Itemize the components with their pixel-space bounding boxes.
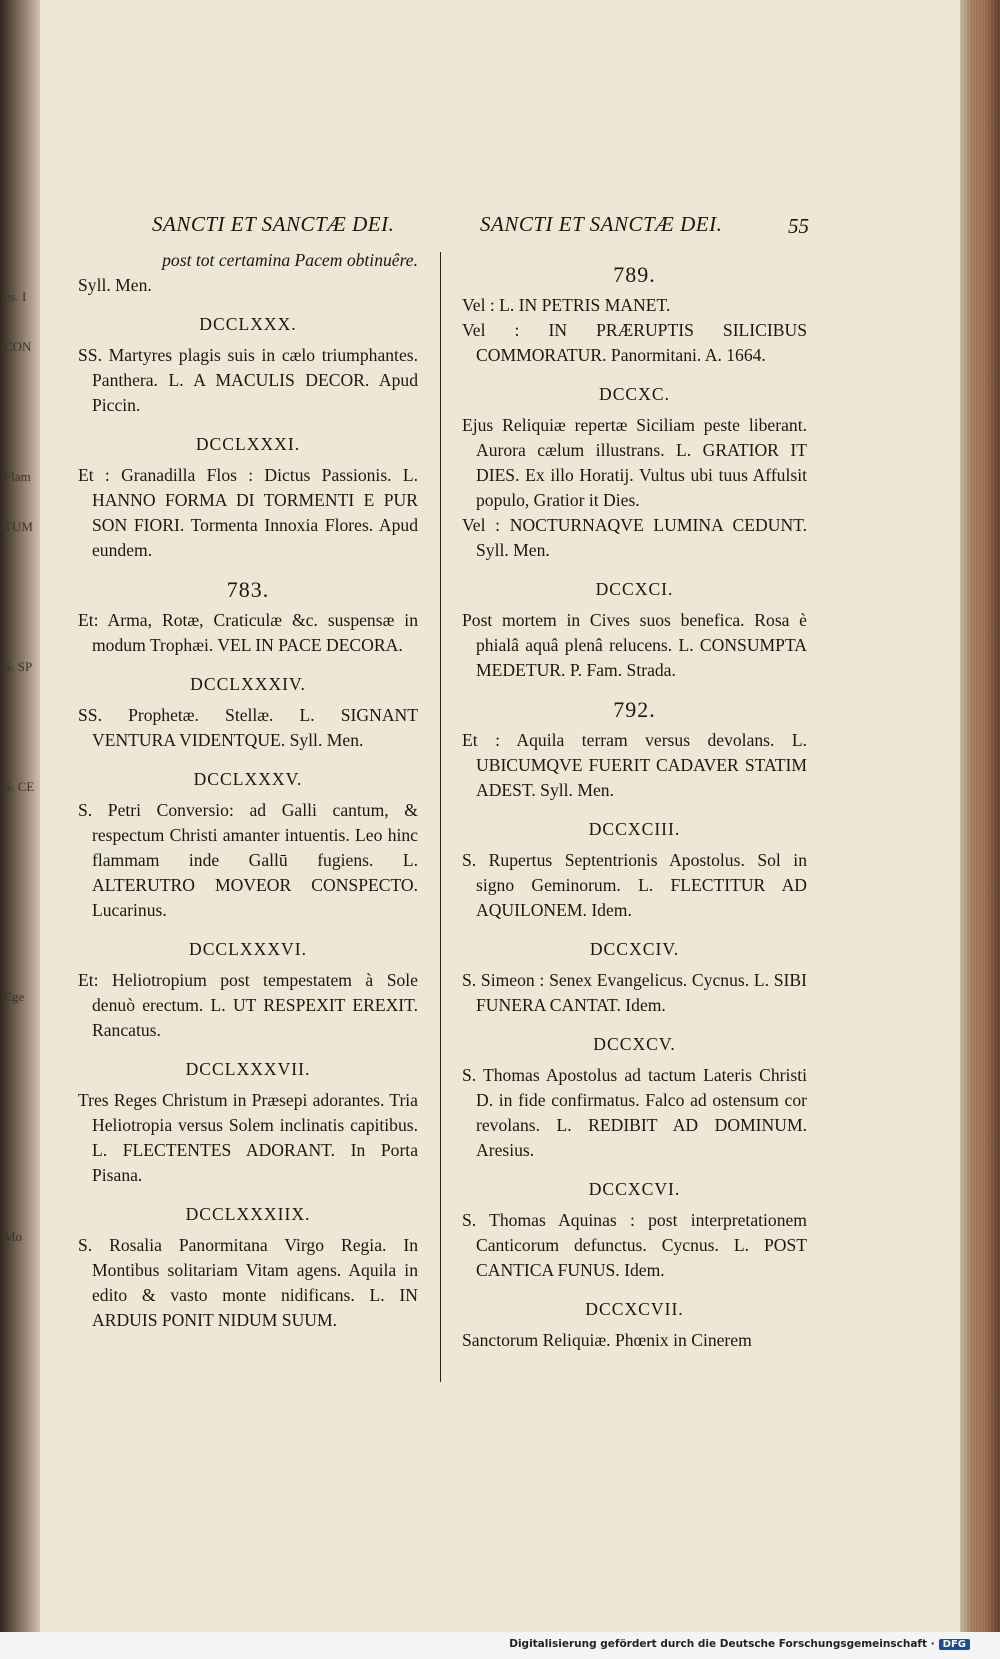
entry-text: SS. Martyres plagis suis in cælo triumphantes. Panthera. L. A MACULIS DECOR. Apud Piccin. <box>78 345 418 415</box>
entry-text: Vel : NOCTURNAQVE LUMINA CEDUNT. Syll. Men. <box>462 515 807 560</box>
right-entries <box>462 262 807 1353</box>
entry-number: DCCXCI. <box>595 579 674 599</box>
entry-number: DCCXCVII. <box>585 1299 684 1319</box>
running-head-left: SANCTI ET SANCTÆ DEI. <box>152 212 395 236</box>
opening-line: post tot certamina Pacem obtinuêre. <box>162 250 418 270</box>
footer-text: Digitalisierung gefördert durch die Deutsche Forschungsgemeinschaft · <box>509 1638 935 1650</box>
entry-number: DCCLXXXIIX. <box>185 1204 311 1224</box>
entry-text: SS. Prophetæ. Stellæ. L. SIGNANT VENTURA VIDENTQUE. Syll. Men. <box>78 705 418 750</box>
entry-number: 792. <box>613 697 656 722</box>
footer-bar <box>0 1632 1000 1659</box>
dfg-logo-icon: DFG <box>939 1639 970 1650</box>
entry-number: 789. <box>613 262 656 287</box>
entry-text: Vel : L. IN PETRIS MANET. <box>462 295 671 315</box>
opening-source: Syll. Men. <box>78 275 152 295</box>
entry-number: DCCXCV. <box>593 1034 676 1054</box>
left-column <box>78 248 418 1333</box>
entry-number: DCCXCIV. <box>589 939 680 959</box>
entry-text: Tres Reges Christum in Præsepi adorantes. Tria Heliotropia versus Solem inclinatis capitibus. L. FLECTENTES ADORANT. In Porta Pisana. <box>78 1090 418 1185</box>
entry-number: DCCXC. <box>598 384 670 404</box>
entry-number: 783. <box>226 577 270 602</box>
entry-text: S. Petri Conversio: ad Galli cantum, & respectum Christi amanter intuentis. Leo hinc flammam inde Gallū fugiens. L. ALTERUTRO MOVEOR CONSPECTO. Lucarinus. <box>78 800 418 920</box>
entry-text: Et: Heliotropium post tempestatem à Sole denuò erectum. L. UT RESPEXIT EREXIT. Rancatus. <box>78 970 418 1040</box>
page-number: 55 <box>788 214 809 238</box>
previous-page-edge: ns. I CON Flam TUM S. SP S. CE Ege Mo <box>0 0 40 1659</box>
entry-number: DCCLXXXVI. <box>188 939 307 959</box>
book-fore-edge <box>960 0 1000 1632</box>
entry-text: Vel : IN PRÆRUPTIS SILICIBUS COMMORATUR. Panormitani. A. 1664. <box>462 320 807 365</box>
right-column <box>462 248 807 1353</box>
entry-text: Post mortem in Cives suos benefica. Rosa è phialâ aquâ plenâ relucens. L. CONSUMPTA MEDETUR. P. Fam. Strada. <box>462 610 807 680</box>
entry-text: S. Simeon : Senex Evangelicus. Cycnus. L. SIBI FUNERA CANTAT. Idem. <box>462 970 807 1015</box>
entry-number: DCCLXXXI. <box>195 434 301 454</box>
entry-text: S. Thomas Aquinas : post interpretationem Canticorum defunctus. Cycnus. L. POST CANTICA FUNUS. Idem. <box>462 1210 807 1280</box>
entry-text: S. Rupertus Septentrionis Apostolus. Sol in signo Geminorum. L. FLECTITUR AD AQUILONEM. Idem. <box>462 850 807 920</box>
entry-number: DCCXCIII. <box>588 819 681 839</box>
funding-footer <box>509 1638 970 1650</box>
entry-number: DCCLXXX. <box>199 314 297 334</box>
left-entries <box>78 312 418 1333</box>
entry-number: DCCLXXXV. <box>193 769 303 789</box>
entry-text: Et: Arma, Rotæ, Craticulæ &c. suspensæ in modum Trophæi. VEL IN PACE DECORA. <box>78 610 418 655</box>
entry-number: DCCLXXXVII. <box>185 1059 311 1079</box>
running-head-right: SANCTI ET SANCTÆ DEI. <box>480 212 723 236</box>
entry-text: Et : Granadilla Flos : Dictus Passionis. L. HANNO FORMA DI TORMENTI E PUR SON FIORI. Tormenta Innoxia Flores. Apud eundem. <box>78 465 418 560</box>
entry-text: Ejus Reliquiæ repertæ Siciliam peste liberant. Aurora cælum illustrans. L. GRATIOR IT DIES. Ex illo Horatij. Vultus ubi tuus Affulsit populo, Gratior it Dies. <box>462 415 807 510</box>
entry-text: S. Thomas Apostolus ad tactum Lateris Christi D. in fide confirmatus. Falco ad ostensum cor revolans. L. REDIBIT AD DOMINUM. Aresius. <box>462 1065 807 1160</box>
entry-text: Sanctorum Reliquiæ. Phœnix in Cinerem <box>462 1330 752 1350</box>
entry-text: Et : Aquila terram versus devolans. L. UBICUMQVE FUERIT CADAVER STATIM ADEST. Syll. Men. <box>462 730 807 800</box>
entry-text: S. Rosalia Panormitana Virgo Regia. In Montibus solitariam Vitam agens. Aquila in edito & vasto monte nidificans. L. IN ARDUIS PONIT NIDUM SUUM. <box>78 1235 418 1330</box>
entry-number: DCCXCVI. <box>588 1179 681 1199</box>
column-divider <box>440 252 441 1382</box>
entry-number: DCCLXXXIV. <box>190 674 306 694</box>
